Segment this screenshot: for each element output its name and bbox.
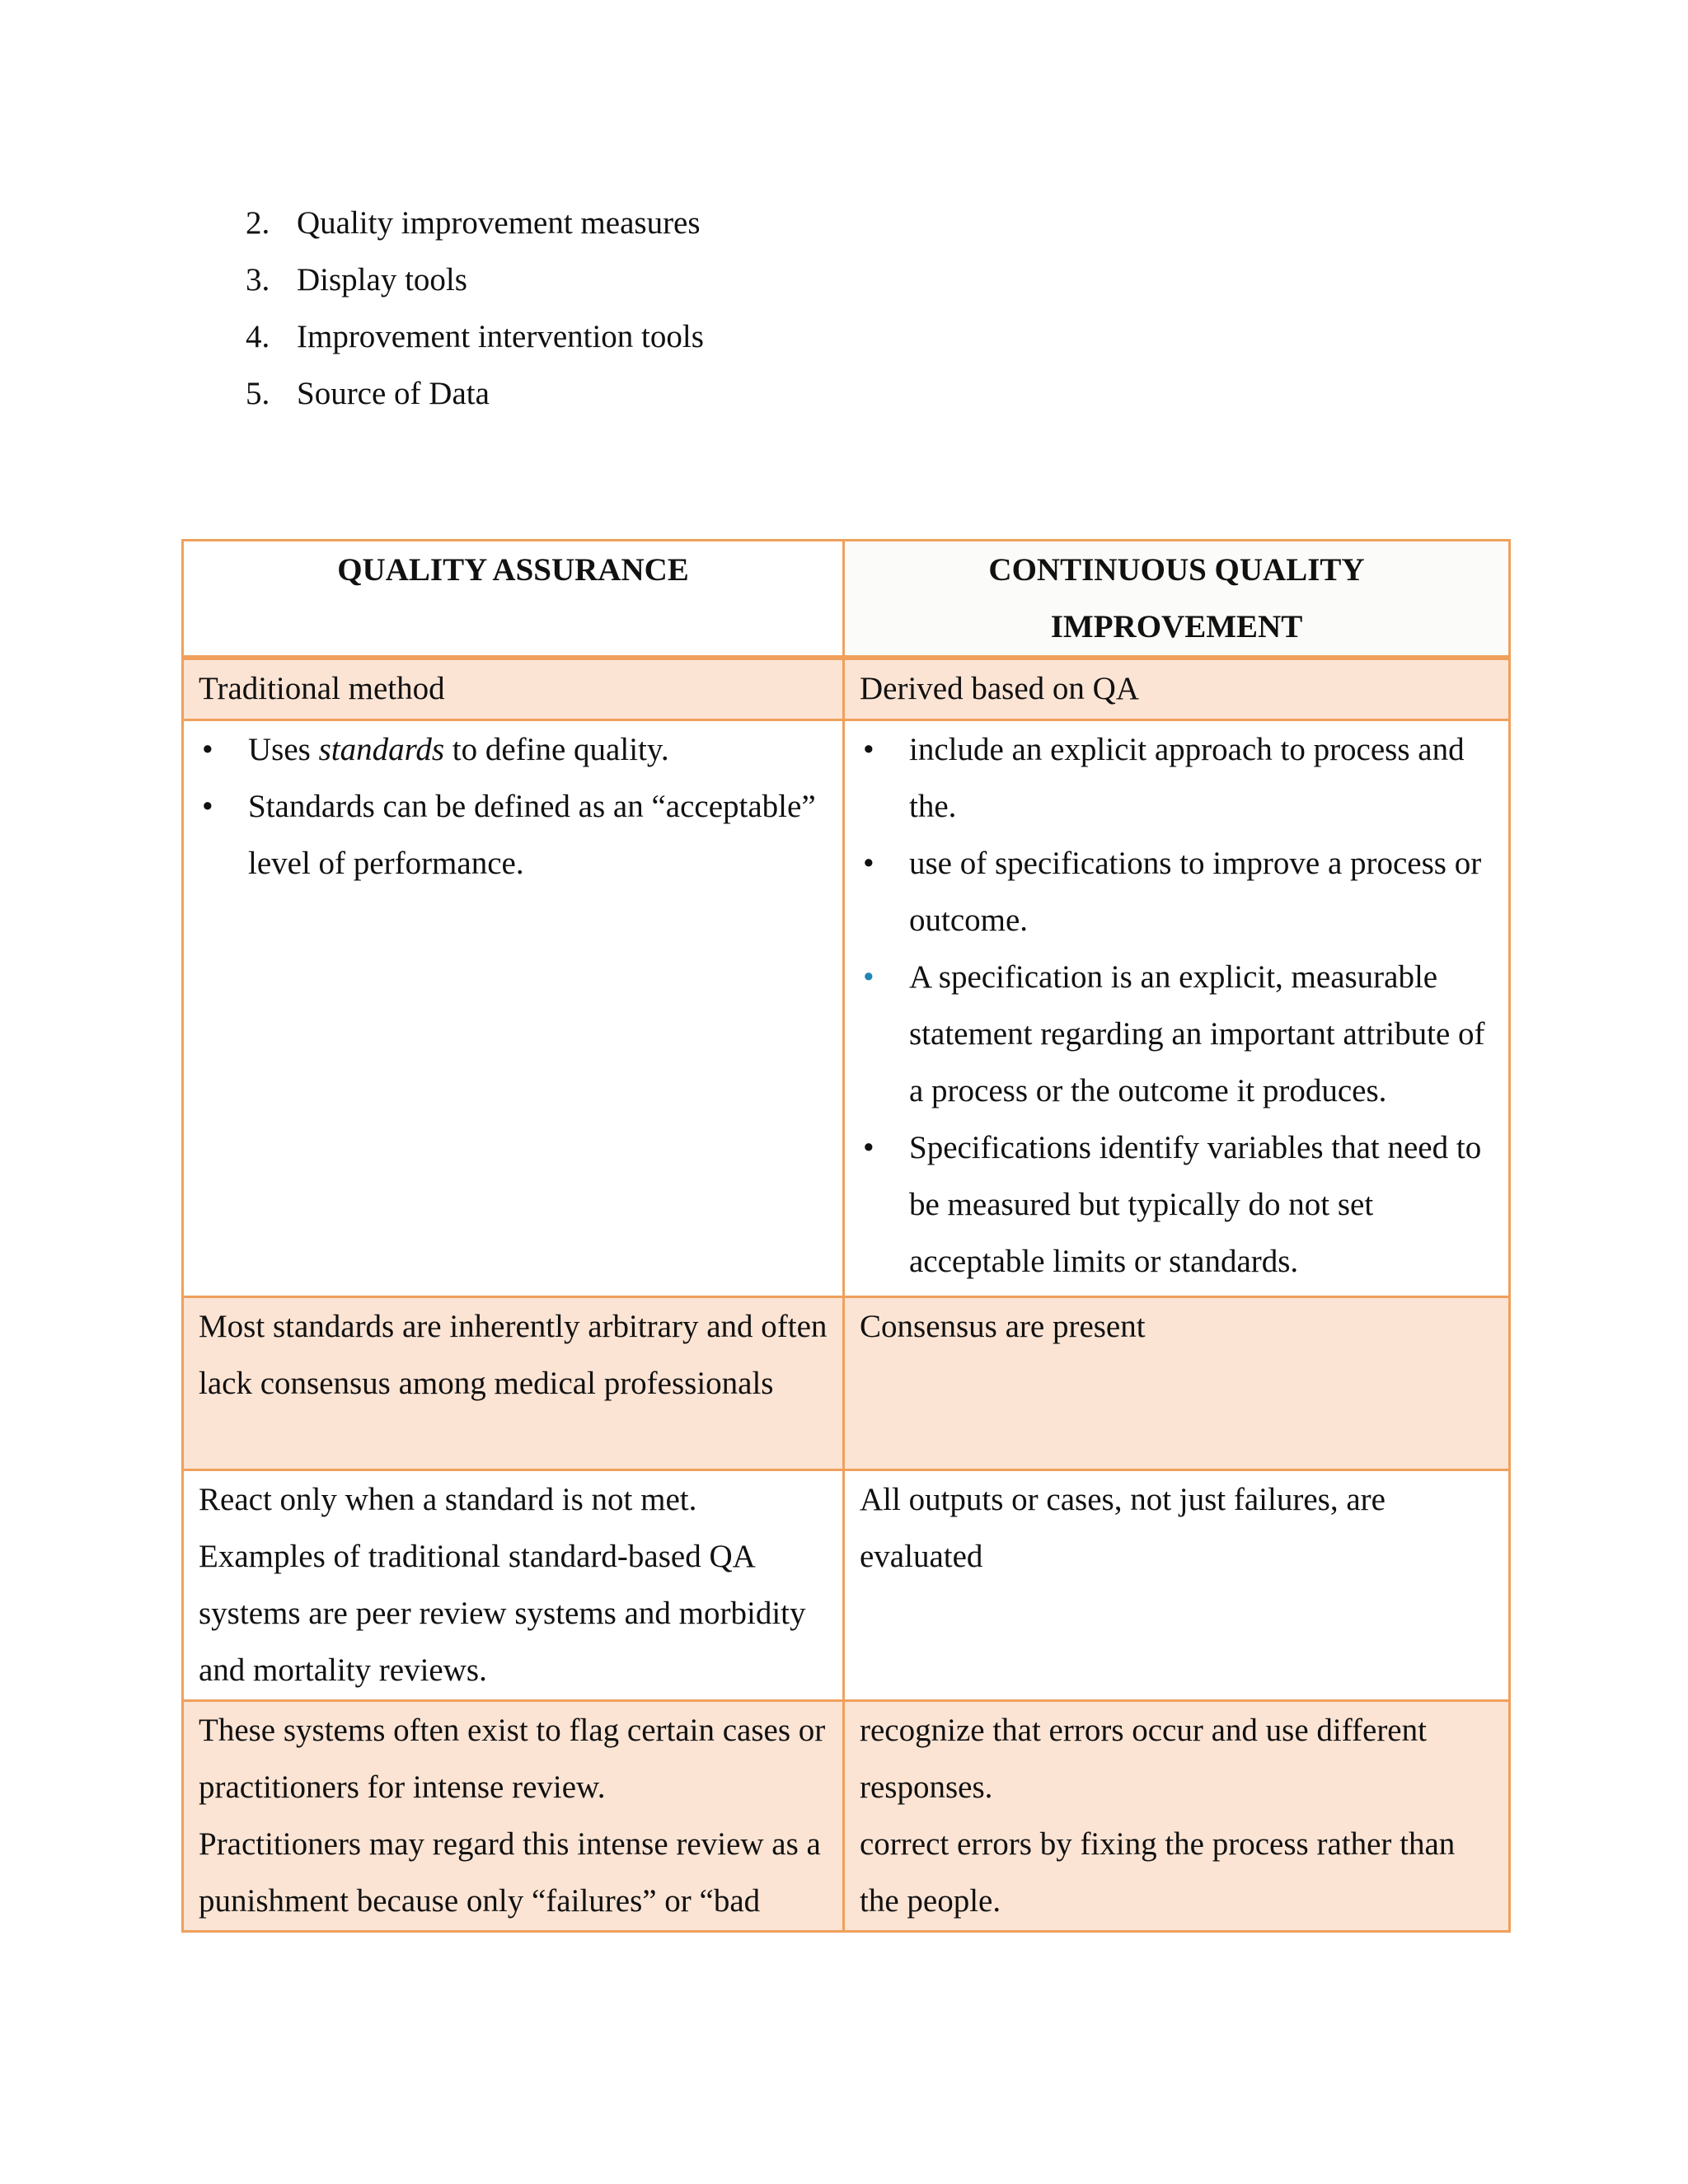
list-number: 5. [246,376,270,411]
bullet-icon: • [202,731,213,767]
bullet-icon: • [863,845,874,881]
bullet-item [860,1119,1493,1290]
list-text: Quality improvement measures [297,205,701,241]
bullet-icon: • [202,788,213,824]
bullet-list [860,721,1493,1290]
table-cell: Consensus are present [844,1296,1510,1469]
list-number: 2. [246,205,270,241]
header-continuous-quality-improvement [844,541,1510,658]
list-number: 3. [246,262,270,298]
list-text: Improvement intervention tools [297,319,704,354]
table-cell: Most standards are inherently arbitrary and often lack consensus among medical professionals [183,1296,844,1469]
header-text-line2: IMPROVEMENT [1050,609,1303,644]
table-cell: All outputs or cases, not just failures, are evaluated [844,1469,1510,1700]
header-quality-assurance [183,541,844,658]
table-cell: Traditional method [183,658,844,719]
bullet-item [199,721,828,778]
header-text: QUALITY ASSURANCE [337,552,689,588]
bullet-icon: • [863,731,874,767]
bullet-icon: • [863,958,874,995]
table-header-row [183,541,1510,658]
bullet-emphasis: standards [318,731,445,767]
bullet-text: Uses [248,731,319,767]
table-row [183,1296,1510,1469]
table-cell [183,719,844,1296]
bullet-item [860,835,1493,949]
bullet-text: Specifications identify variables that need to be measured but typically do not set acceptable limits or standards. [909,1129,1482,1279]
table-cell [844,1700,1510,1931]
list-item [246,308,704,365]
cell-line: recognize that errors occur and use different responses. [860,1712,1427,1805]
bullet-item [860,949,1493,1119]
list-item [246,365,704,422]
cell-line: correct errors by fixing the process rather than the people. [860,1825,1456,1919]
comparison-table [181,539,1511,1933]
cell-line: React only when a standard is not met. [199,1481,697,1517]
bullet-text: include an explicit approach to process and the. [909,731,1465,824]
table-row [183,1469,1510,1700]
bullet-item [860,721,1493,835]
bullet-icon: • [863,1129,874,1165]
table-row [183,658,1510,719]
table-cell: Derived based on QA [844,658,1510,719]
list-number: 4. [246,319,270,354]
table-cell [183,1469,844,1700]
table-cell [183,1700,844,1931]
numbered-list [246,194,704,422]
list-item [246,251,704,308]
list-item [246,194,704,251]
table-row [183,719,1510,1296]
bullet-text: A specification is an explicit, measurable statement regarding an important attribute of a process or the outcome it produces. [909,958,1485,1108]
bullet-text: use of specifications to improve a process or outcome. [909,845,1482,938]
cell-line: Practitioners may regard this intense review as a punishment because only “failures” or “bad [199,1825,821,1919]
table-cell [844,719,1510,1296]
cell-line: These systems often exist to flag certain cases or practitioners for intense review. [199,1712,826,1805]
header-text-line1: CONTINUOUS QUALITY [988,552,1365,588]
bullet-item [199,778,828,892]
bullet-text: Standards can be defined as an “acceptable” level of performance. [248,788,816,881]
list-text: Source of Data [297,376,490,411]
list-text: Display tools [297,262,467,298]
table-row [183,1700,1510,1931]
bullet-list [199,721,828,892]
cell-line: Examples of traditional standard-based QA systems are peer review systems and morbidity and mortality reviews. [199,1538,806,1688]
bullet-text: to define quality. [444,731,669,767]
